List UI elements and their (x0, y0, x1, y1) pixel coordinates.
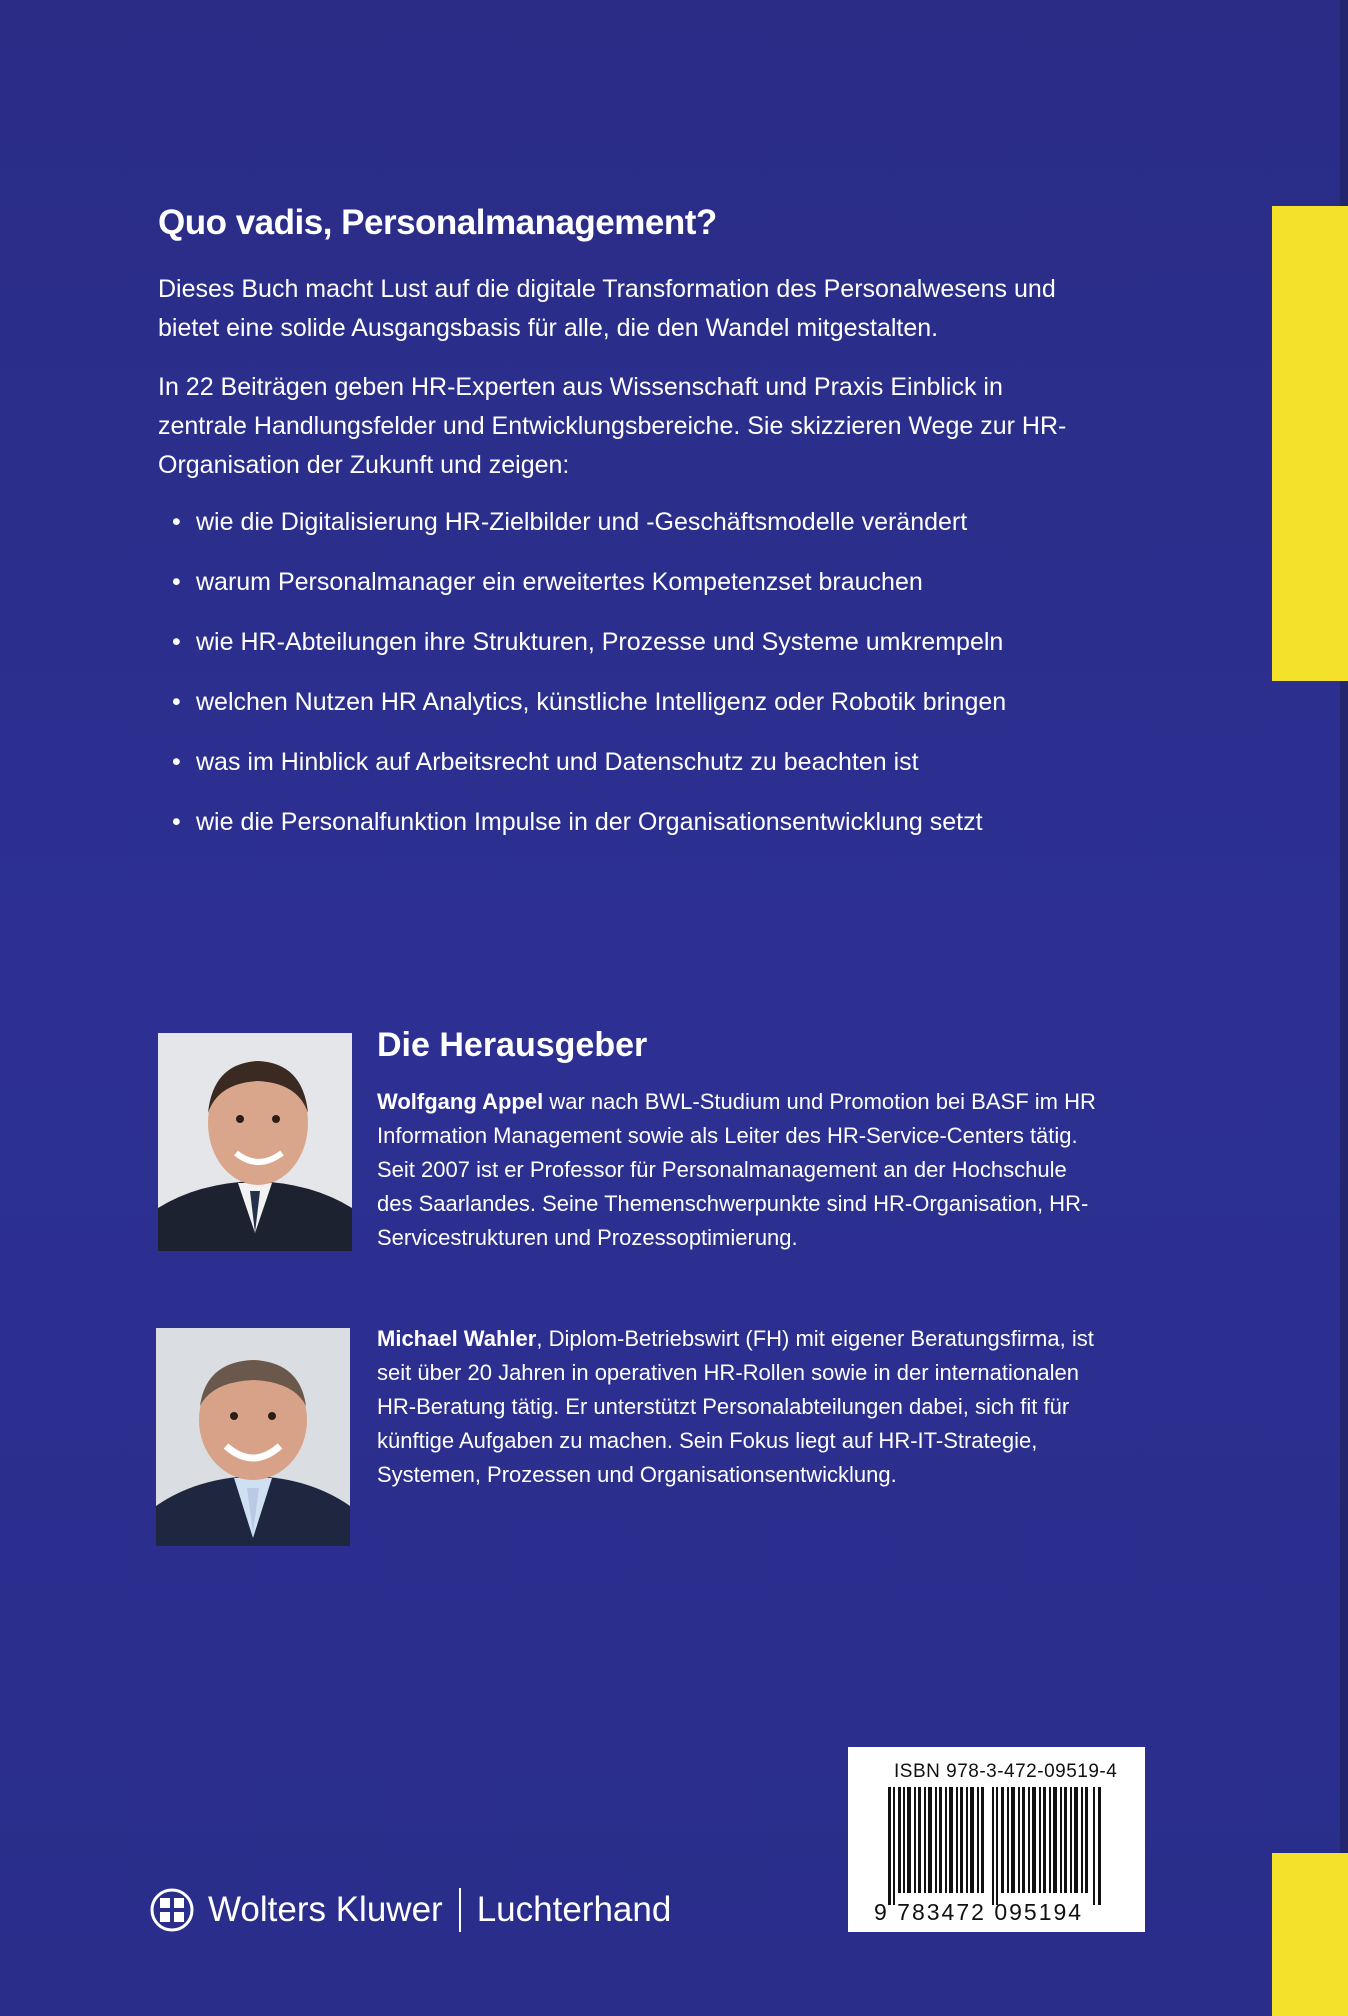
bullet-icon: • (172, 568, 181, 596)
bullet-icon: • (172, 688, 181, 716)
bullet-item: • warum Personalmanager ein erweitertes Kompetenzset brauchen (172, 568, 923, 596)
editor-bio-1: Wolfgang Appel war nach BWL-Studium und Promotion bei BASF im HR Information Management sowie als Leiter des HR-Service-Centers tätig. Seit 2007 ist er Professor für Personalmanagement an der Hochschule des Saarlandes. Seine Themenschwerpunkte sind HR-Organisation, HR-Servicestrukturen und Prozessoptimierung. (377, 1089, 1096, 1250)
bullet-item: • wie HR-Abteilungen ihre Strukturen, Prozesse und Systeme umkrempeln (172, 628, 1004, 656)
bullet-icon: • (172, 508, 181, 536)
publisher-name-left: Wolters Kluwer (208, 1890, 443, 1929)
bullet-item: • wie die Digitalisierung HR-Zielbilder und -Geschäftsmodelle verändert (172, 508, 968, 536)
editor-name: Wolfgang Appel (377, 1089, 544, 1114)
yellow-accent-bar-bottom (1272, 1853, 1348, 2016)
headline: Quo vadis, Personalmanagement? (158, 203, 717, 242)
bullet-item: • wie die Personalfunktion Impulse in der Organisationsentwicklung setzt (172, 808, 983, 836)
yellow-accent-bar-top (1272, 206, 1348, 681)
editor-name: Michael Wahler (377, 1326, 537, 1351)
bullet-icon: • (172, 808, 181, 836)
barcode-icon (888, 1787, 1106, 1905)
editors-heading: Die Herausgeber (377, 1026, 648, 1064)
bullet-icon: • (172, 628, 181, 656)
editor-photo-wolfgang-appel (158, 1033, 352, 1251)
bullet-icon: • (172, 748, 181, 776)
logo-separator (459, 1888, 461, 1932)
publisher-logo (150, 1888, 671, 1932)
editor-bio-2: Michael Wahler, Diplom-Betriebswirt (FH) mit eigener Beratungsfirma, ist seit über 20 Jahren in operativen HR-Rollen sowie in der internationalen HR-Beratung tätig. Er unterstützt Personalabteilungen dabei, sich fit für künftige Aufgaben zu machen. Sein Fokus liegt auf HR-IT-Strategie, Systemen, Prozessen und Organisationsentwicklung. (377, 1326, 1094, 1487)
editor-photo-michael-wahler (156, 1328, 350, 1546)
isbn-barcode (848, 1747, 1145, 1932)
intro-paragraph-2: In 22 Beiträgen geben HR-Experten aus Wissenschaft und Praxis Einblick in zentrale Handlungsfelder und Entwicklungsbereiche. Sie skizzieren Wege zur HR-Organisation der Zukunft und zeigen: (158, 373, 1067, 479)
isbn-label: ISBN 978-3-472-09519-4 (894, 1761, 1118, 1782)
bullet-item: • was im Hinblick auf Arbeitsrecht und Datenschutz zu beachten ist (172, 748, 919, 776)
bullet-item: • welchen Nutzen HR Analytics, künstliche Intelligenz oder Robotik bringen (172, 688, 1007, 716)
barcode-digits: 9 783472 095194 (874, 1899, 1084, 1925)
publisher-name-right: Luchterhand (476, 1890, 672, 1929)
wolters-kluwer-logo-icon (150, 1888, 194, 1932)
intro-paragraph-1: Dieses Buch macht Lust auf die digitale Transformation des Personalwesens und bietet eine solide Ausgangsbasis für alle, die den Wandel mitgestalten. (158, 275, 1056, 342)
bullet-list (172, 506, 1112, 866)
